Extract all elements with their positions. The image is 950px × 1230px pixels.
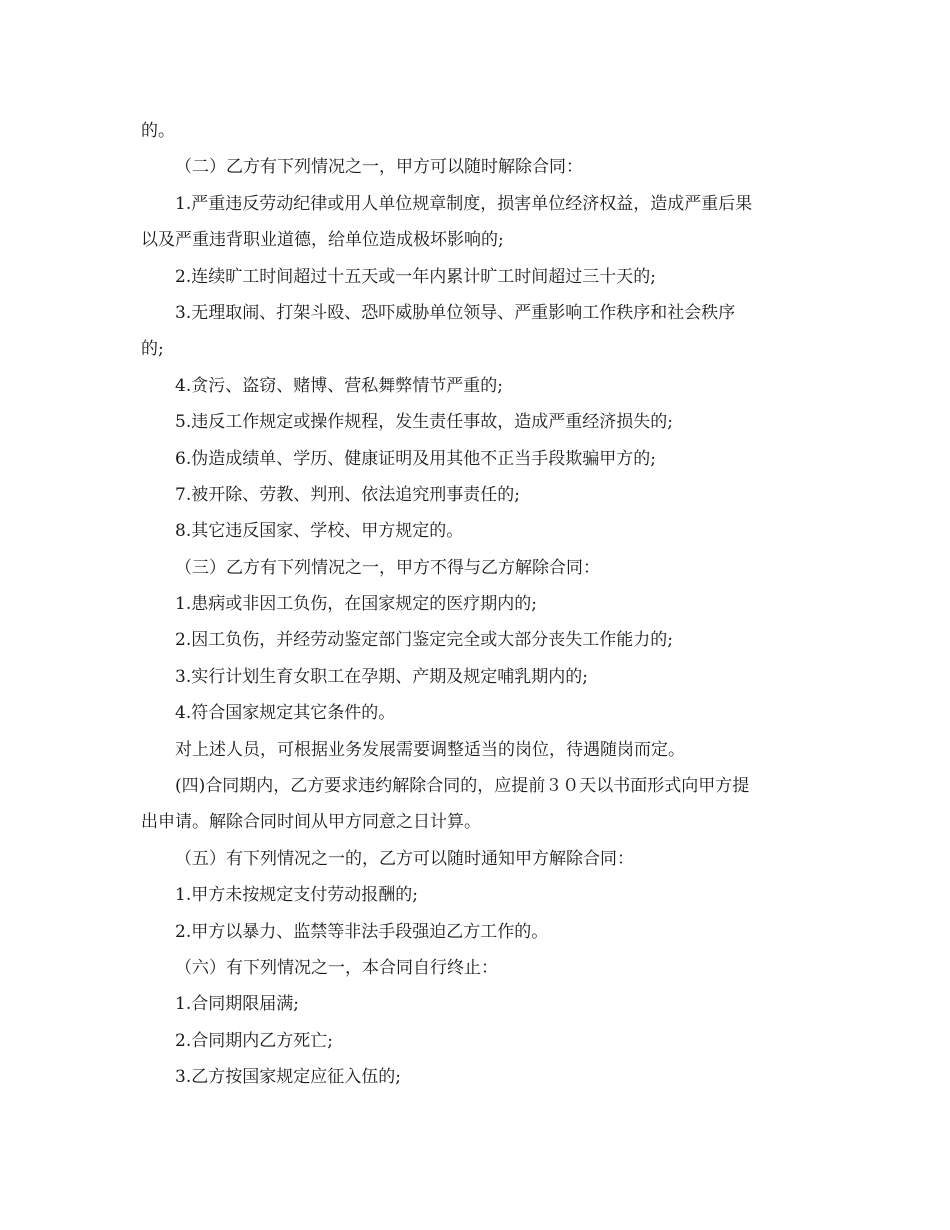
clause-heading-2: （二）乙方有下列情况之一，甲方可以随时解除合同： [175, 157, 583, 178]
text-line-5: 2.连续旷工时间超过十五天或一年内累计旷工时间超过三十天的; [175, 266, 656, 287]
text-line-14: 1.患病或非因工负伤，在国家规定的医疗期内的; [175, 594, 537, 615]
text-line-20: 出申请。解除合同时间从甲方同意之日计算。 [141, 812, 481, 833]
text-line-7: 的; [141, 339, 164, 360]
text-line-27: 3.乙方按国家规定应征入伍的; [175, 1067, 401, 1088]
text-line-9: 5.违反工作规定或操作规程，发生责任事故，造成严重经济损失的; [175, 412, 673, 433]
text-line-23: 2.甲方以暴力、监禁等非法手段强迫乙方工作的。 [175, 921, 549, 942]
text-line-10: 6.伪造成绩单、学历、健康证明及用其他不正当手段欺骗甲方的; [175, 448, 656, 469]
clause-heading-5: （五）有下列情况之一的，乙方可以随时通知甲方解除合同： [175, 848, 634, 869]
text-line-12: 8.其它违反国家、学校、甲方规定的。 [175, 521, 464, 542]
text-line-15: 2.因工负伤，并经劳动鉴定部门鉴定完全或大部分丧失工作能力的; [175, 630, 673, 651]
text-line-25: 1.合同期限届满; [175, 994, 299, 1015]
clause-heading-3: （三）乙方有下列情况之一，甲方不得与乙方解除合同： [175, 557, 600, 578]
text-line-22: 1.甲方未按规定支付劳动报酬的; [175, 885, 418, 906]
text-line-8: 4.贪污、盗窃、赌博、营私舞弊情节严重的; [175, 375, 503, 396]
text-line-6: 3.无理取闹、打架斗殴、恐吓威胁单位领导、严重影响工作秩序和社会秩序 [175, 302, 736, 323]
text-line-17: 4.符合国家规定其它条件的。 [175, 703, 396, 724]
text-line-3: 1.严重违反劳动纪律或用人单位规章制度，损害单位经济权益，造成严重后果 [175, 193, 753, 214]
text-line-4: 以及严重违背职业道德，给单位造成极坏影响的; [141, 230, 504, 251]
clause-heading-4: (四)合同期内，乙方要求违约解除合同的，应提前３０天以书面形式向甲方提 [175, 776, 750, 797]
text-line-16: 3.实行计划生育女职工在孕期、产期及规定哺乳期内的; [175, 666, 588, 687]
document-body [141, 113, 811, 1096]
text-line-18: 对上述人员，可根据业务发展需要调整适当的岗位，待遇随岗而定。 [175, 739, 685, 760]
text-line-26: 2.合同期内乙方死亡; [175, 1030, 333, 1051]
text-line-11: 7.被开除、劳教、判刑、依法追究刑事责任的; [175, 484, 520, 505]
clause-heading-6: （六）有下列情况之一，本合同自行终止： [175, 957, 498, 978]
text-line-1: 的。 [141, 121, 175, 141]
